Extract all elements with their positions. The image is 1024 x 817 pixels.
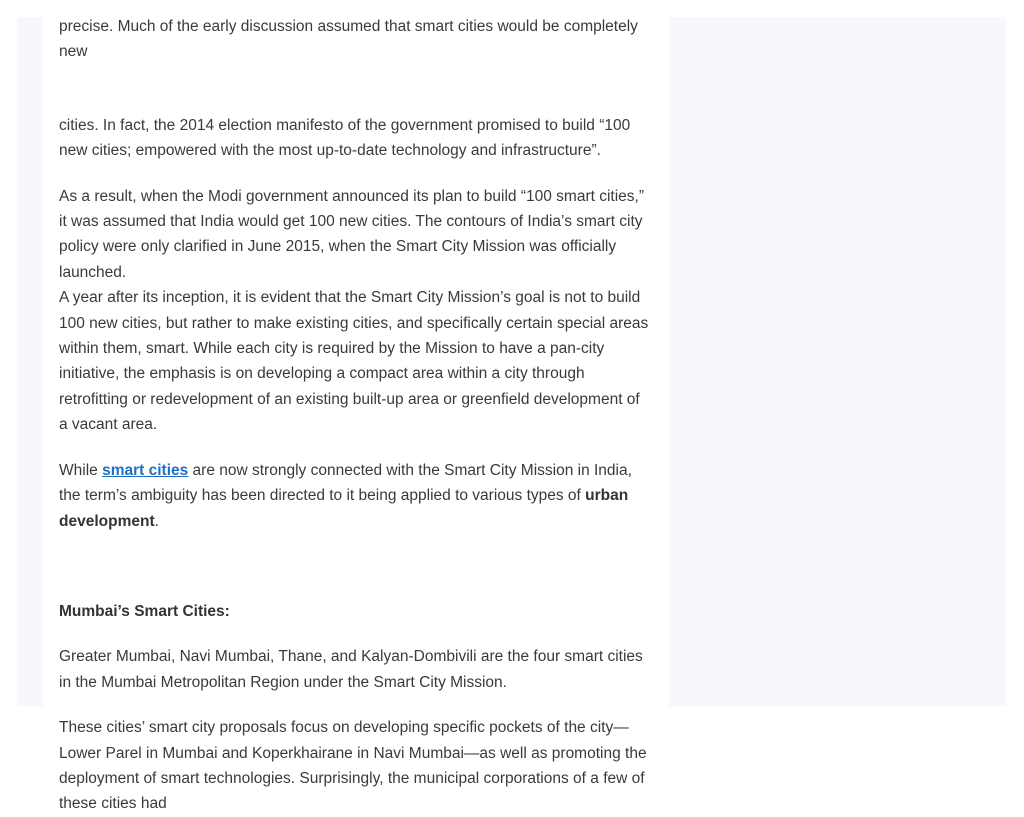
- paragraph-four-cities: Greater Mumbai, Navi Mumbai, Thane, and Kalyan-Dombivili are the four smart cities in the Mumbai Metropolitan Region under the Smart City Mission.: [59, 648, 643, 691]
- article-content: [59, 14, 651, 817]
- section-heading: Mumbai’s Smart Cities:: [59, 602, 230, 620]
- text-segment: are now strongly connected with the Smart City Mission in India, the term’s ambiguity has been directed to it being applied to various types of: [59, 461, 632, 505]
- text-segment: While: [59, 461, 103, 479]
- paragraph-modi-plan: As a result, when the Modi government announced its plan to build “100 smart cities,” it was assumed that India would get 100 new cities. The contours of India’s smart city policy were only clarified in June 2015, when the Smart City Mission was officially launched.: [59, 187, 645, 281]
- page-background: [17, 17, 1006, 813]
- article-card: [43, 17, 669, 813]
- urban-development-bold: urban development: [59, 487, 629, 530]
- paragraph-mission-goal: A year after its inception, it is evident that the Smart City Mission’s goal is not to build 100 new cities, but rather to make existing cities, and specifically certain special areas within them, smart. While each city is required by the Mission to have a pan-city initiative, the emphasis is on developing a compact area within a city through retrofitting or redevelopment of an existing built-up area or greenfield development of a vacant area.: [59, 289, 649, 434]
- paragraph-smart-cities-link: [59, 458, 651, 534]
- paragraph-manifesto: cities. In fact, the 2014 election manifesto of the government promised to build “100 new cities; empowered with the most up-to-date technology and infrastructure”.: [59, 116, 631, 160]
- text-segment: .: [154, 512, 159, 530]
- smart-cities-link[interactable]: smart cities: [102, 461, 189, 479]
- paragraph-precise: precise. Much of the early discussion assumed that smart cities would be completely new: [59, 18, 638, 61]
- sidebar: [669, 17, 1006, 706]
- paragraph-proposals: These cities’ smart city proposals focus on developing specific pockets of the city—Lower Parel in Mumbai and Koperkhairane in Navi Mumbai—as well as promoting the deployment of smart technologies. Surprisingly, the municipal corporations of a few of these cities had: [59, 719, 647, 813]
